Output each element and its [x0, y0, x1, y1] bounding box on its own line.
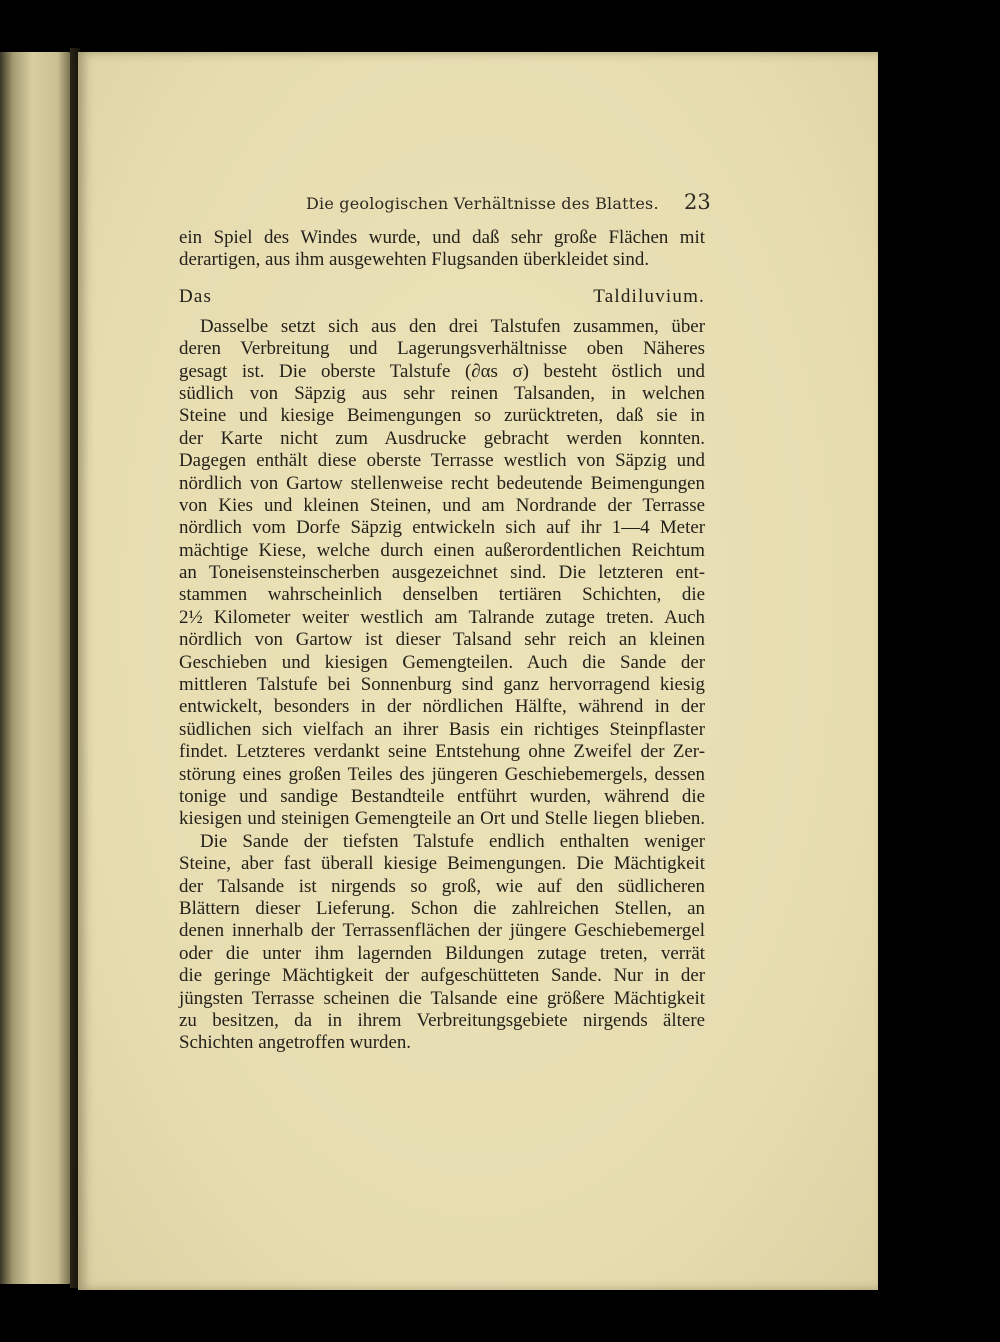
text-line: nördlich von Gartow stellenweise recht bedeutende Beimengungen	[179, 472, 705, 494]
page-number: 23	[684, 190, 711, 214]
text-line: nördlich vom Dorfe Säpzig entwickeln sich auf ihr 1—4 Meter	[179, 517, 705, 539]
text-line: Steine und kiesige Beimengungen so zurücktreten, daß sie in	[179, 405, 705, 427]
text-line: die geringe Mächtigkeit der aufgeschütteten Sande. Nur in der	[179, 965, 705, 987]
text-line: denen innerhalb der Terrassenflächen der jüngere Geschiebemergel	[179, 920, 705, 942]
text-line: Dagegen enthält diese oberste Terrasse westlich von Säpzig und	[179, 450, 705, 472]
paragraph-1	[179, 227, 705, 272]
text-line: Blättern dieser Lieferung. Schon die zahlreichen Stellen, an	[179, 897, 705, 919]
text-line: kiesigen und steinigen Gemengteile an Ort und Stelle liegen blieben.	[179, 808, 705, 830]
text-line: Steine, aber fast überall kiesige Beimengungen. Die Mächtigkeit	[179, 853, 705, 875]
text-line: der Talsande ist nirgends so groß, wie auf den südlicheren	[179, 875, 705, 897]
paragraph-2	[179, 316, 705, 831]
text-line: Dasselbe setzt sich aus den drei Talstufen zusammen, über	[200, 315, 705, 337]
text-line: gesagt ist. Die oberste Talstufe (∂αs σ) besteht östlich und	[179, 360, 705, 382]
book-page	[78, 52, 878, 1290]
text-line: der Karte nicht zum Ausdrucke gebracht werden konnten.	[179, 427, 705, 449]
text-line: mittleren Talstufe bei Sonnenburg sind ganz hervorragend kiesig	[179, 674, 705, 696]
text-line: entwickelt, besonders in der nördlichen Hälfte, während in der	[179, 696, 705, 718]
text-line: mächtige Kiese, welche durch einen außerordentlichen Reichtum	[179, 539, 705, 561]
text-line: jüngsten Terrasse scheinen die Talsande eine größere Mächtigkeit	[179, 987, 705, 1009]
left-page-edge	[0, 52, 72, 1284]
text-line: nördlich von Gartow ist dieser Talsand sehr reich an kleinen	[179, 629, 705, 651]
section-heading: Das Taldiluvium.	[179, 285, 705, 307]
text-line: oder die unter ihm lagernden Bildungen zutage treten, verrät	[179, 942, 705, 964]
text-line: südlich von Säpzig aus sehr reinen Talsanden, in welchen	[179, 382, 705, 404]
text-line: Die Sande der tiefsten Talstufe endlich enthalten weniger	[200, 830, 705, 852]
text-line: störung eines großen Teiles des jüngeren Geschiebemergels, dessen	[179, 763, 705, 785]
text-line: an Toneisensteinscherben ausgezeichnet sind. Die letzteren ent-	[179, 562, 705, 584]
text-line: zu besitzen, da in ihrem Verbreitungsgebiete nirgends ältere	[179, 1009, 705, 1031]
text-line: Geschieben und kiesigen Gemengteilen. Auch die Sande der	[179, 651, 705, 673]
text-line: 2½ Kilometer weiter westlich am Talrande zutage treten. Auch	[179, 606, 705, 628]
text-line: von Kies und kleinen Steinen, und am Nordrande der Terrasse	[179, 494, 705, 516]
text-line: derartigen, aus ihm ausgewehten Flugsanden überkleidet sind.	[179, 249, 650, 271]
running-title: Die geologischen Verhältnisse des Blattes.	[306, 194, 659, 213]
text-line: deren Verbreitung und Lagerungsverhältnisse oben Näheres	[179, 338, 705, 360]
text-line: Schichten angetroffen wurden.	[179, 1032, 412, 1054]
text-line: ein Spiel des Windes wurde, und daß sehr große Flächen mit	[179, 227, 705, 248]
paragraph-3	[179, 831, 705, 1055]
running-header	[78, 190, 878, 220]
text-line: tonige und sandige Bestandteile entführt wurden, während die	[179, 785, 705, 807]
text-line: stammen wahrscheinlich denselben tertiären Schichten, die	[179, 584, 705, 606]
text-line: südlichen sich vielfach an ihrer Basis ein richtiges Steinpflaster	[179, 718, 705, 740]
text-line: findet. Letzteres verdankt seine Entstehung ohne Zweifel der Zer-	[179, 741, 705, 763]
page-body	[179, 227, 705, 1055]
